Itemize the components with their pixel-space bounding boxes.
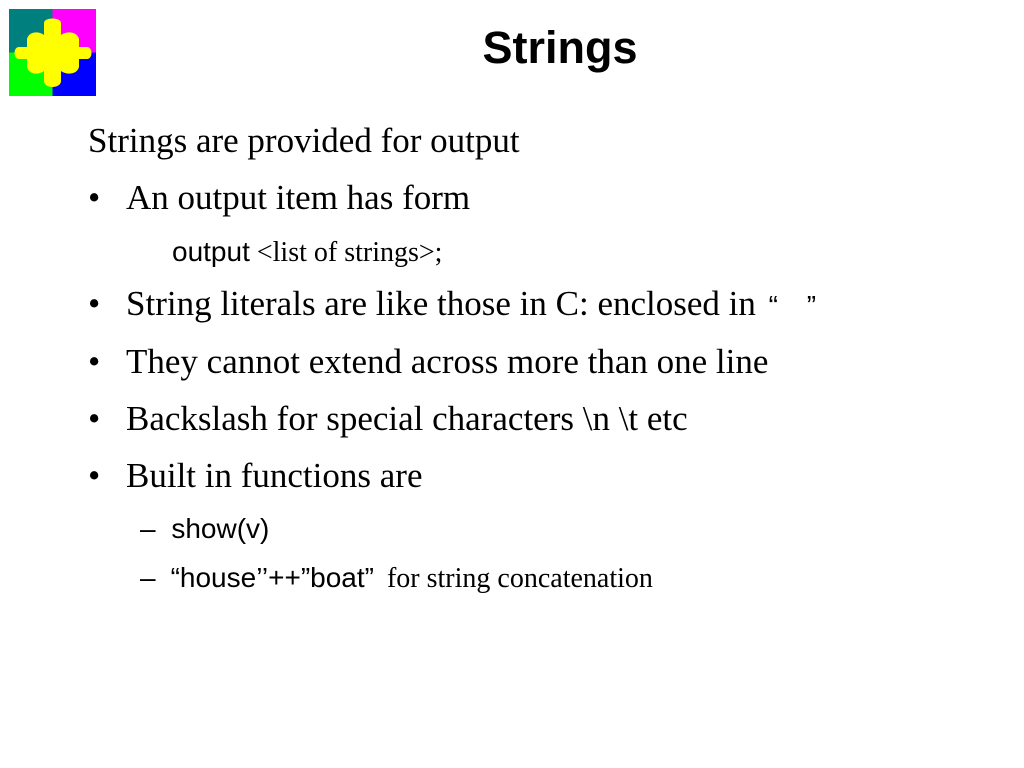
bullet-extend-text: They cannot extend across more than one line — [126, 342, 769, 381]
bullet-dot: • — [88, 178, 101, 217]
bullet-builtins-text: Built in functions are — [126, 456, 423, 495]
bullet-string-literals-text: String literals are like those in C: enclosed in — [126, 284, 756, 323]
puzzle-logo-icon — [9, 9, 96, 96]
output-form-example — [172, 235, 442, 270]
sub-item-concat-desc: for string concatenation — [386, 563, 653, 594]
slide-title: Strings — [482, 22, 638, 73]
bullet-extend — [88, 342, 768, 382]
bullet-dot: • — [88, 399, 101, 438]
sub-item-show-text: show(v) — [171, 513, 270, 544]
sub-item-dash: – — [140, 562, 156, 593]
sub-item-show — [140, 512, 269, 546]
bullet-builtins — [88, 456, 422, 496]
sub-item-concat-code: “house’’++”boat” — [170, 562, 374, 593]
output-keyword: output — [172, 236, 250, 267]
bullet-backslash-text: Backslash for special characters \n \t etc — [126, 399, 688, 438]
bullet-backslash — [88, 399, 688, 439]
bullet-output-item — [88, 178, 470, 218]
bullet-dot: • — [88, 342, 101, 381]
sub-item-concat — [140, 561, 653, 596]
bullet-string-literals — [88, 284, 816, 326]
quote-close: ” — [806, 290, 817, 321]
intro-text: Strings are provided for output — [88, 121, 520, 160]
bullet-dot: • — [88, 456, 101, 495]
sub-item-dash: – — [140, 513, 156, 544]
bullet-dot: • — [88, 284, 101, 323]
quote-open: “ — [768, 290, 778, 321]
output-form-rest: <list of strings>; — [256, 237, 443, 268]
bullet-output-item-text: An output item has form — [126, 178, 471, 217]
